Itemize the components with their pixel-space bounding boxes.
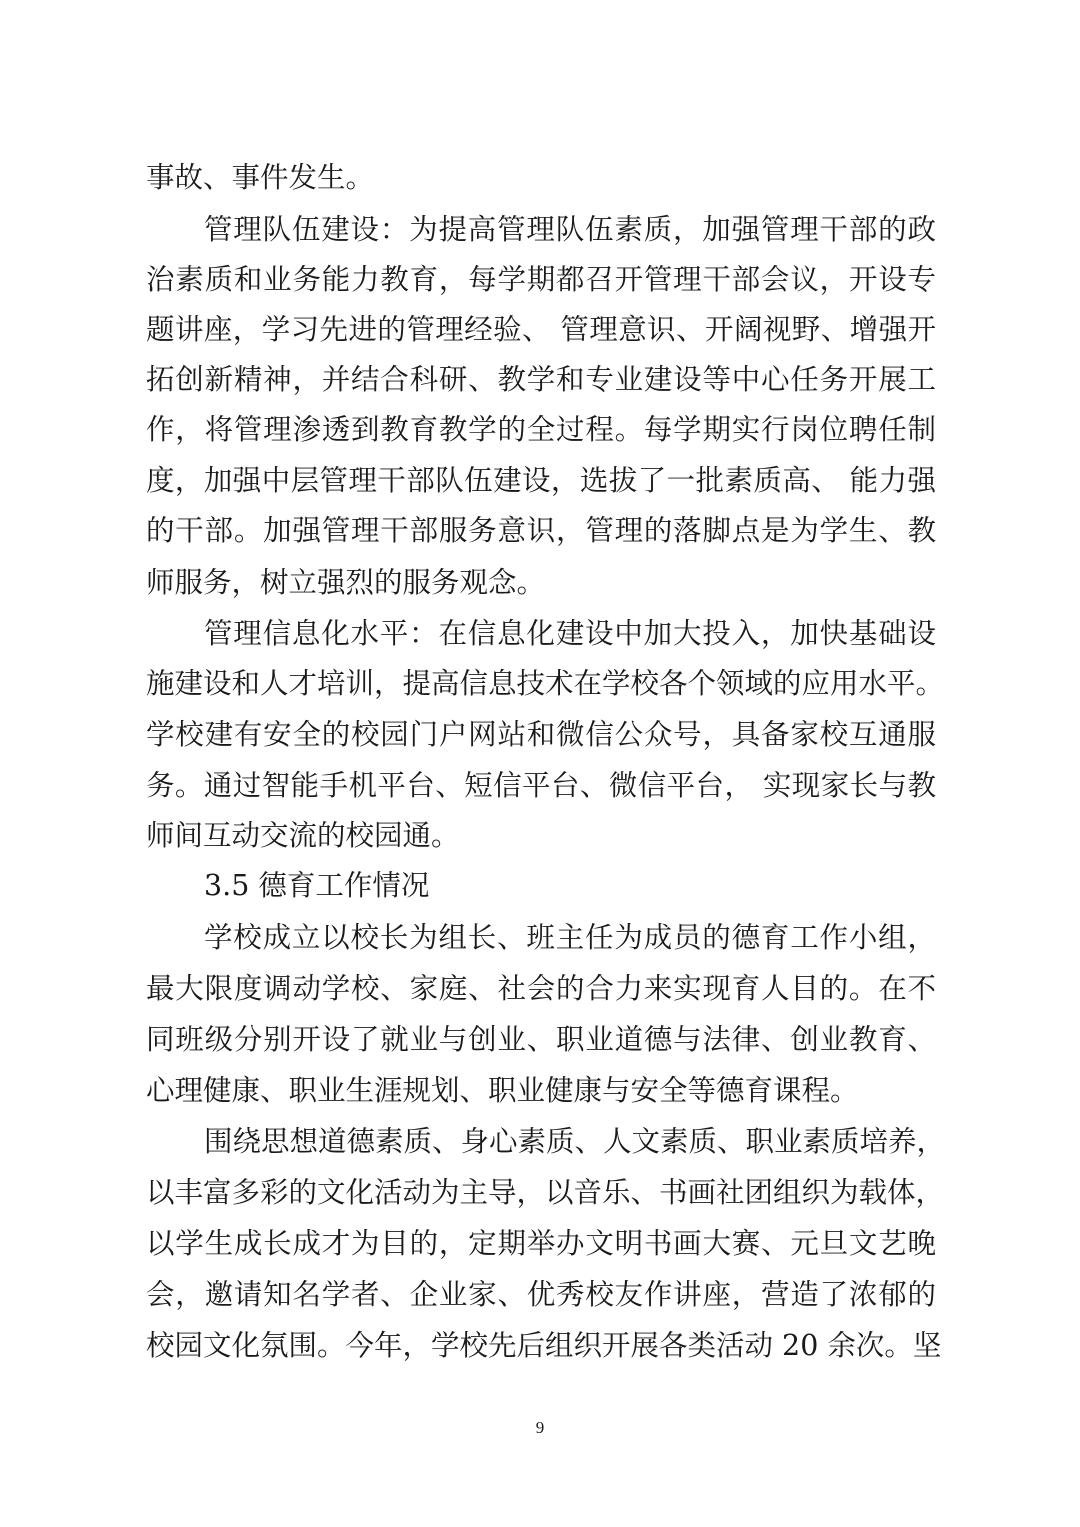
text-line: 心理健康、职业生涯规划、职业健康与安全等德育课程。: [146, 1074, 859, 1107]
text-line: 师服务，树立强烈的服务观念。: [146, 566, 546, 599]
paragraph-first-line: 学校成立以校长为组长、班主任为成员的德育工作小组，: [204, 921, 936, 954]
text-line: 度，加强中层管理干部队伍建设，选拔了一批素质高、 能力强: [146, 464, 936, 497]
text-line: 同班级分别开设了就业与创业、职业道德与法律、创业教育、: [146, 1023, 936, 1056]
text-line: 拓创新精神，并结合科研、教学和专业建设等中心任务开展工: [146, 363, 936, 396]
text-line: 作，将管理渗透到教育教学的全过程。每学期实行岗位聘任制: [146, 413, 936, 446]
paragraph-first-line: 围绕思想道德素质、身心素质、人文素质、职业素质培养，: [204, 1125, 946, 1158]
text-line: 校园文化氛围。今年，学校先后组织开展各类活动 20 余次。坚: [146, 1329, 942, 1362]
text-line: 治素质和业务能力教育，每学期都召开管理干部会议，开设专: [146, 263, 936, 296]
text-line: 会，邀请知名学者、企业家、优秀校友作讲座，营造了浓郁的: [146, 1278, 936, 1311]
text-line: 题讲座，学习先进的管理经验、 管理意识、开阔视野、增强开: [146, 313, 936, 346]
text-line: 学校建有安全的校园门户网站和微信公众号，具备家校互通服: [146, 718, 936, 751]
text-line: 以丰富多彩的文化活动为主导，以音乐、书画社团组织为载体，: [146, 1176, 945, 1209]
section-heading: 3.5 德育工作情况: [204, 869, 430, 902]
paragraph-first-line: 管理信息化水平：在信息化建设中加大投入，加快基础设: [204, 617, 936, 650]
paragraph-first-line: 管理队伍建设：为提高管理队伍素质，加强管理干部的政: [204, 213, 936, 246]
text-line: 务。通过智能手机平台、短信平台、微信平台， 实现家长与教: [146, 769, 936, 802]
text-line: 以学生成长成才为目的，定期举办文明书画大赛、元旦文艺晚: [146, 1227, 936, 1260]
text-line: 施建设和人才培训，提高信息技术在学校各个领域的应用水平。: [146, 667, 945, 700]
text-line: 最大限度调动学校、家庭、社会的合力来实现育人目的。在不: [146, 972, 936, 1005]
text-line: 事故、事件发生。: [146, 161, 375, 194]
text-line: 的干部。加强管理干部服务意识，管理的落脚点是为学生、教: [146, 514, 936, 547]
text-line: 师间互动交流的校园通。: [146, 819, 460, 852]
page-number: 9: [535, 1418, 545, 1437]
